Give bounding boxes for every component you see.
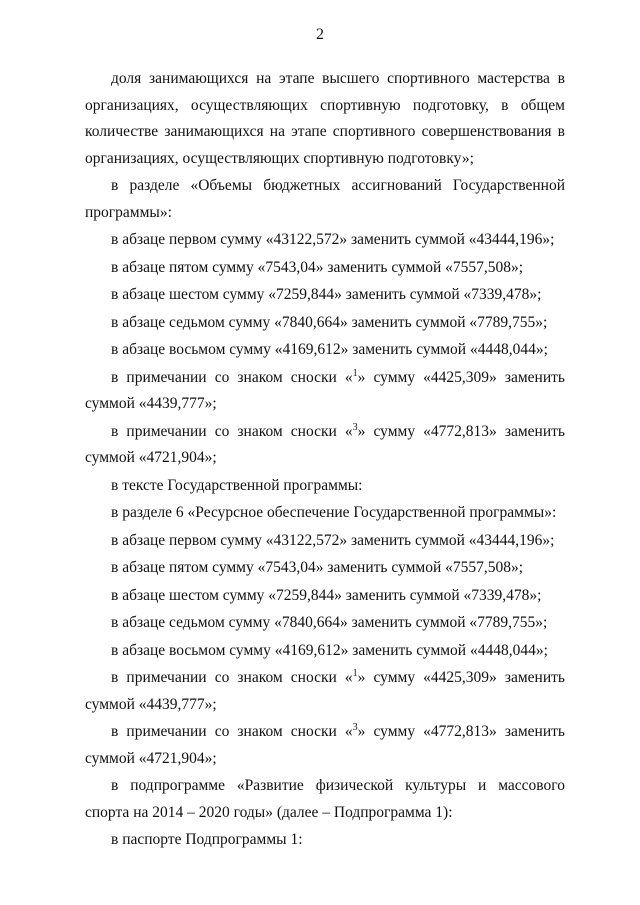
paragraph: в подпрограмме «Развитие физической культуры и массового спорта на 2014 – 2020 годы» (далее – Подпрограмма 1): bbox=[85, 777, 565, 821]
paragraph-text-before: в примечании со знаком сноски « bbox=[111, 669, 353, 686]
footnote-mark: 3 bbox=[352, 722, 358, 733]
footnote-paragraph bbox=[85, 419, 565, 472]
footnote-mark: 3 bbox=[352, 421, 358, 433]
paragraph-text-after: » сумму «4425,309» заменить суммой «4439,777»; bbox=[85, 669, 565, 713]
footnote-mark: 1 bbox=[352, 367, 358, 379]
paragraph: в абзаце седьмом сумму «7840,664» заменить суммой «7789,755»; bbox=[111, 614, 548, 631]
paragraph-text-before: в примечании со знаком сноски « bbox=[111, 368, 353, 386]
paragraph: в абзаце восьмом сумму «4169,612» заменить суммой «4448,044»; bbox=[111, 341, 548, 358]
paragraph: в абзаце первом сумму «43122,572» заменить суммой «43444,196»; bbox=[111, 531, 555, 549]
paragraph: в паспорте Подпрограммы 1: bbox=[111, 831, 303, 848]
paragraph: в абзаце пятом сумму «7543,04» заменить суммой «7557,508»; bbox=[111, 258, 524, 276]
paragraph: в абзаце пятом сумму «7543,04» заменить суммой «7557,508»; bbox=[111, 559, 524, 576]
paragraph-text-after: » сумму «4425,309» заменить суммой «4439,777»; bbox=[85, 368, 565, 412]
paragraph-text-after: » сумму «4772,813» заменить суммой «4721,904»; bbox=[85, 723, 565, 767]
footnote-mark: 1 bbox=[352, 668, 358, 679]
page-number: 2 bbox=[316, 26, 324, 43]
paragraph-text-before: в примечании со знаком сноски « bbox=[111, 422, 353, 440]
footnote-paragraph bbox=[85, 719, 565, 772]
paragraph: в тексте Государственной программы: bbox=[111, 476, 363, 494]
paragraph: в абзаце шестом сумму «7259,844» заменить суммой «7339,478»; bbox=[111, 586, 542, 604]
paragraph: в абзаце седьмом сумму «7840,664» заменить суммой «7789,755»; bbox=[111, 313, 548, 331]
document-body bbox=[85, 66, 565, 854]
paragraph: доля занимающихся на этапе высшего спортивного мастерства в организациях, осуществляющих спортивную подготовку, в общем количестве занимающихся на этапе спортивного совершенствования в организациях, осуществляющих спортивную подготовку»; bbox=[85, 70, 565, 167]
paragraph: в разделе 6 «Ресурсное обеспечение Государственной программы»: bbox=[111, 504, 557, 521]
paragraph: в абзаце первом сумму «43122,572» заменить суммой «43444,196»; bbox=[111, 231, 555, 248]
paragraph-text-after: » сумму «4772,813» заменить суммой «4721,904»; bbox=[85, 422, 565, 466]
paragraph: в разделе «Объемы бюджетных ассигнований Государственной программы»: bbox=[85, 177, 565, 221]
footnote-paragraph bbox=[85, 365, 565, 418]
footnote-paragraph bbox=[85, 665, 565, 718]
paragraph-text-before: в примечании со знаком сноски « bbox=[111, 723, 353, 740]
paragraph: в абзаце шестом сумму «7259,844» заменить суммой «7339,478»; bbox=[111, 286, 542, 303]
paragraph: в абзаце восьмом сумму «4169,612» заменить суммой «4448,044»; bbox=[111, 641, 548, 659]
